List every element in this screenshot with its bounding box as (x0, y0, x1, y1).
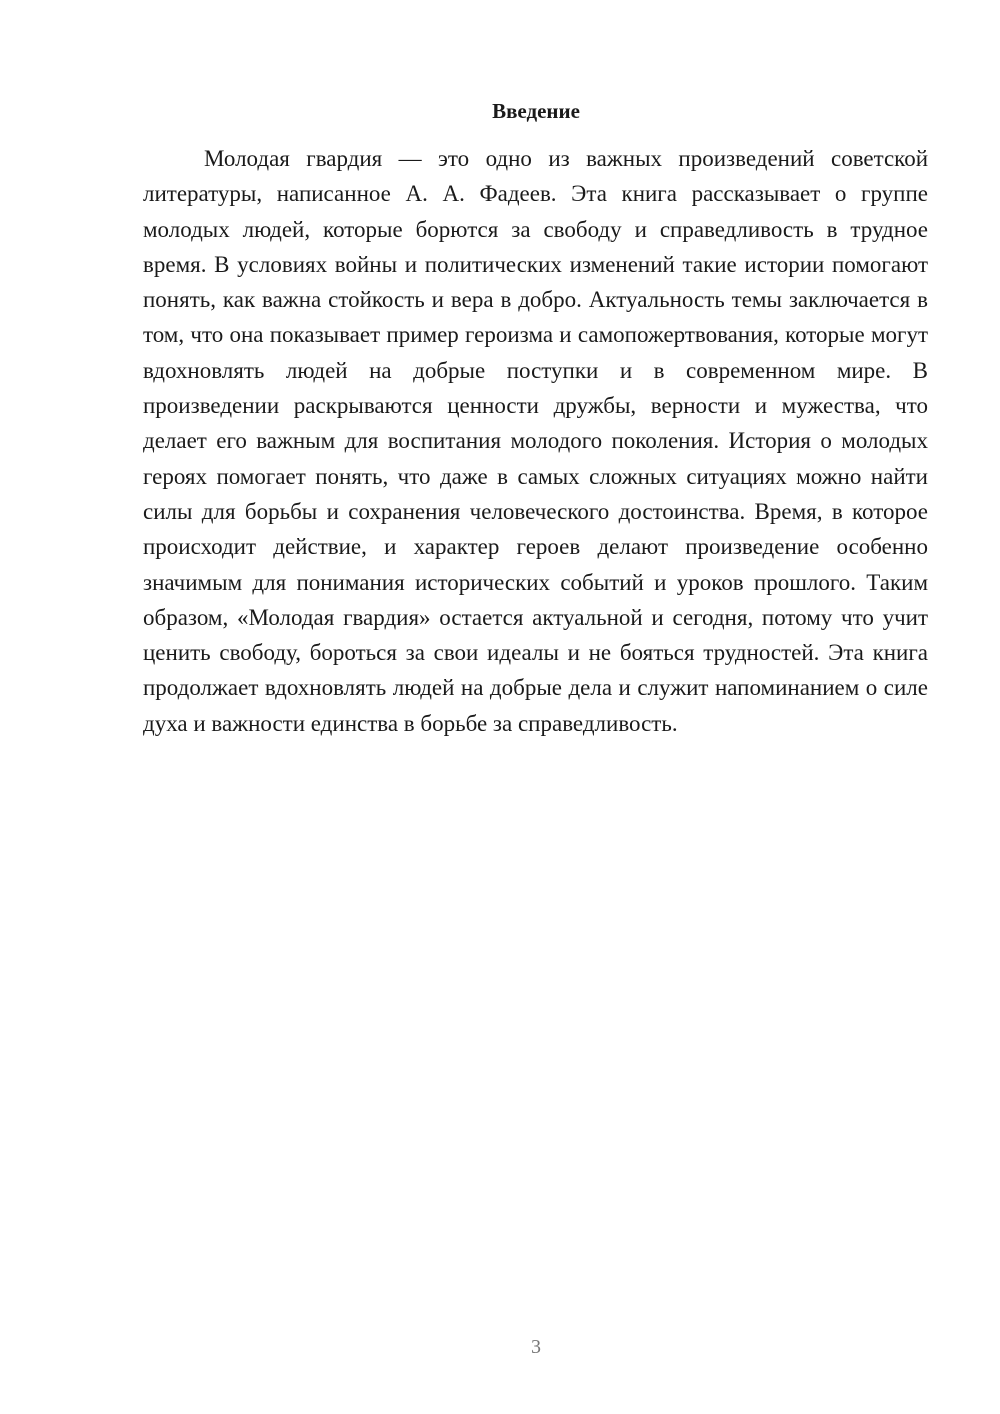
section-heading: Введение (492, 99, 580, 123)
introduction-paragraph: Молодая гвардия — это одно из важных произведений советской литературы, написанное А. А. Фадеев. Эта книга рассказывает о группе молодых людей, которые борются за свободу и справедливость в трудное время. В условиях войны и политических изменений такие истории помогают понять, как важна стойкость и вера в добро. Актуальность темы заключается в том, что она показывает пример героизма и самопожертвования, которые могут вдохновлять людей на добрые поступки и в современном мире. В произведении раскрываются ценности дружбы, верности и мужества, что делает его важным для воспитания молодого поколения. История о молодых героях помогает понять, что даже в самых сложных ситуациях можно найти силы для борьбы и сохранения человеческого достоинства. Время, в которое происходит действие, и характер героев делают произведение особенно значимым для понимания исторических событий и уроков прошлого. Таким образом, «Молодая гвардия» остается актуальной и сегодня, потому что учит ценить свободу, бороться за свои идеалы и не бояться трудностей. Эта книга продолжает вдохновлять людей на добрые дела и служит напоминанием о силе духа и важности единства в борьбе за справедливость. (143, 146, 928, 736)
page-number: 3 (531, 1336, 541, 1358)
